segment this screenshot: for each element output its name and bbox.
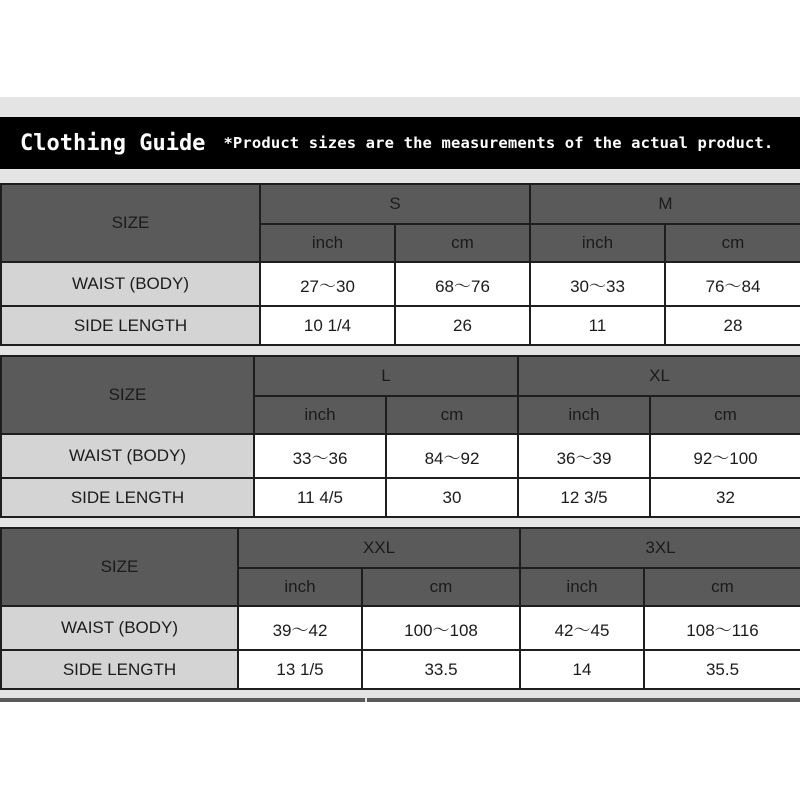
row-label-side-length: SIDE LENGTH [1,478,254,517]
column-divider [365,698,367,702]
banner-title: Clothing Guide [20,130,206,156]
waist-m-cm: 76～84 [665,262,800,306]
size-header: SIZE [1,528,238,606]
waist-3xl-cm: 108～116 [644,606,800,650]
row-label-side-length: SIDE LENGTH [1,306,260,345]
unit-cm: cm [386,396,518,434]
side-xxl-inch: 13 1/5 [238,650,362,689]
waist-xl-inch: 36～39 [518,434,650,478]
unit-cm: cm [362,568,520,606]
waist-xl-cm: 92～100 [650,434,800,478]
size-table-xxl-3xl [0,527,800,690]
size-table-l-xl [0,355,800,518]
side-m-inch: 11 [530,306,665,345]
side-s-inch: 10 1/4 [260,306,395,345]
size-label-xxl: XXL [238,528,520,568]
side-s-cm: 26 [395,306,530,345]
side-l-inch: 11 4/5 [254,478,386,517]
unit-inch: inch [518,396,650,434]
size-table-s-m [0,183,800,346]
waist-s-inch: 27～30 [260,262,395,306]
unit-cm: cm [665,224,800,262]
row-label-waist: WAIST (BODY) [1,606,238,650]
size-label-3xl: 3XL [520,528,800,568]
row-label-waist: WAIST (BODY) [1,434,254,478]
size-label-l: L [254,356,518,396]
row-label-waist: WAIST (BODY) [1,262,260,306]
unit-inch: inch [260,224,395,262]
waist-l-inch: 33～36 [254,434,386,478]
side-m-cm: 28 [665,306,800,345]
next-table-edge [0,698,800,702]
waist-m-inch: 30～33 [530,262,665,306]
banner-note: *Product sizes are the measurements of the actual product. [223,134,774,152]
side-3xl-inch: 14 [520,650,644,689]
side-xxl-cm: 33.5 [362,650,520,689]
side-xl-cm: 32 [650,478,800,517]
size-label-xl: XL [518,356,800,396]
unit-inch: inch [530,224,665,262]
unit-inch: inch [254,396,386,434]
size-header: SIZE [1,184,260,262]
size-label-s: S [260,184,530,224]
unit-inch: inch [520,568,644,606]
size-header: SIZE [1,356,254,434]
size-label-m: M [530,184,800,224]
waist-3xl-inch: 42～45 [520,606,644,650]
waist-xxl-inch: 39～42 [238,606,362,650]
unit-cm: cm [644,568,800,606]
unit-cm: cm [395,224,530,262]
unit-cm: cm [650,396,800,434]
waist-l-cm: 84～92 [386,434,518,478]
unit-inch: inch [238,568,362,606]
side-xl-inch: 12 3/5 [518,478,650,517]
side-l-cm: 30 [386,478,518,517]
clothing-guide-banner [0,117,800,169]
side-3xl-cm: 35.5 [644,650,800,689]
waist-xxl-cm: 100～108 [362,606,520,650]
row-label-side-length: SIDE LENGTH [1,650,238,689]
waist-s-cm: 68～76 [395,262,530,306]
